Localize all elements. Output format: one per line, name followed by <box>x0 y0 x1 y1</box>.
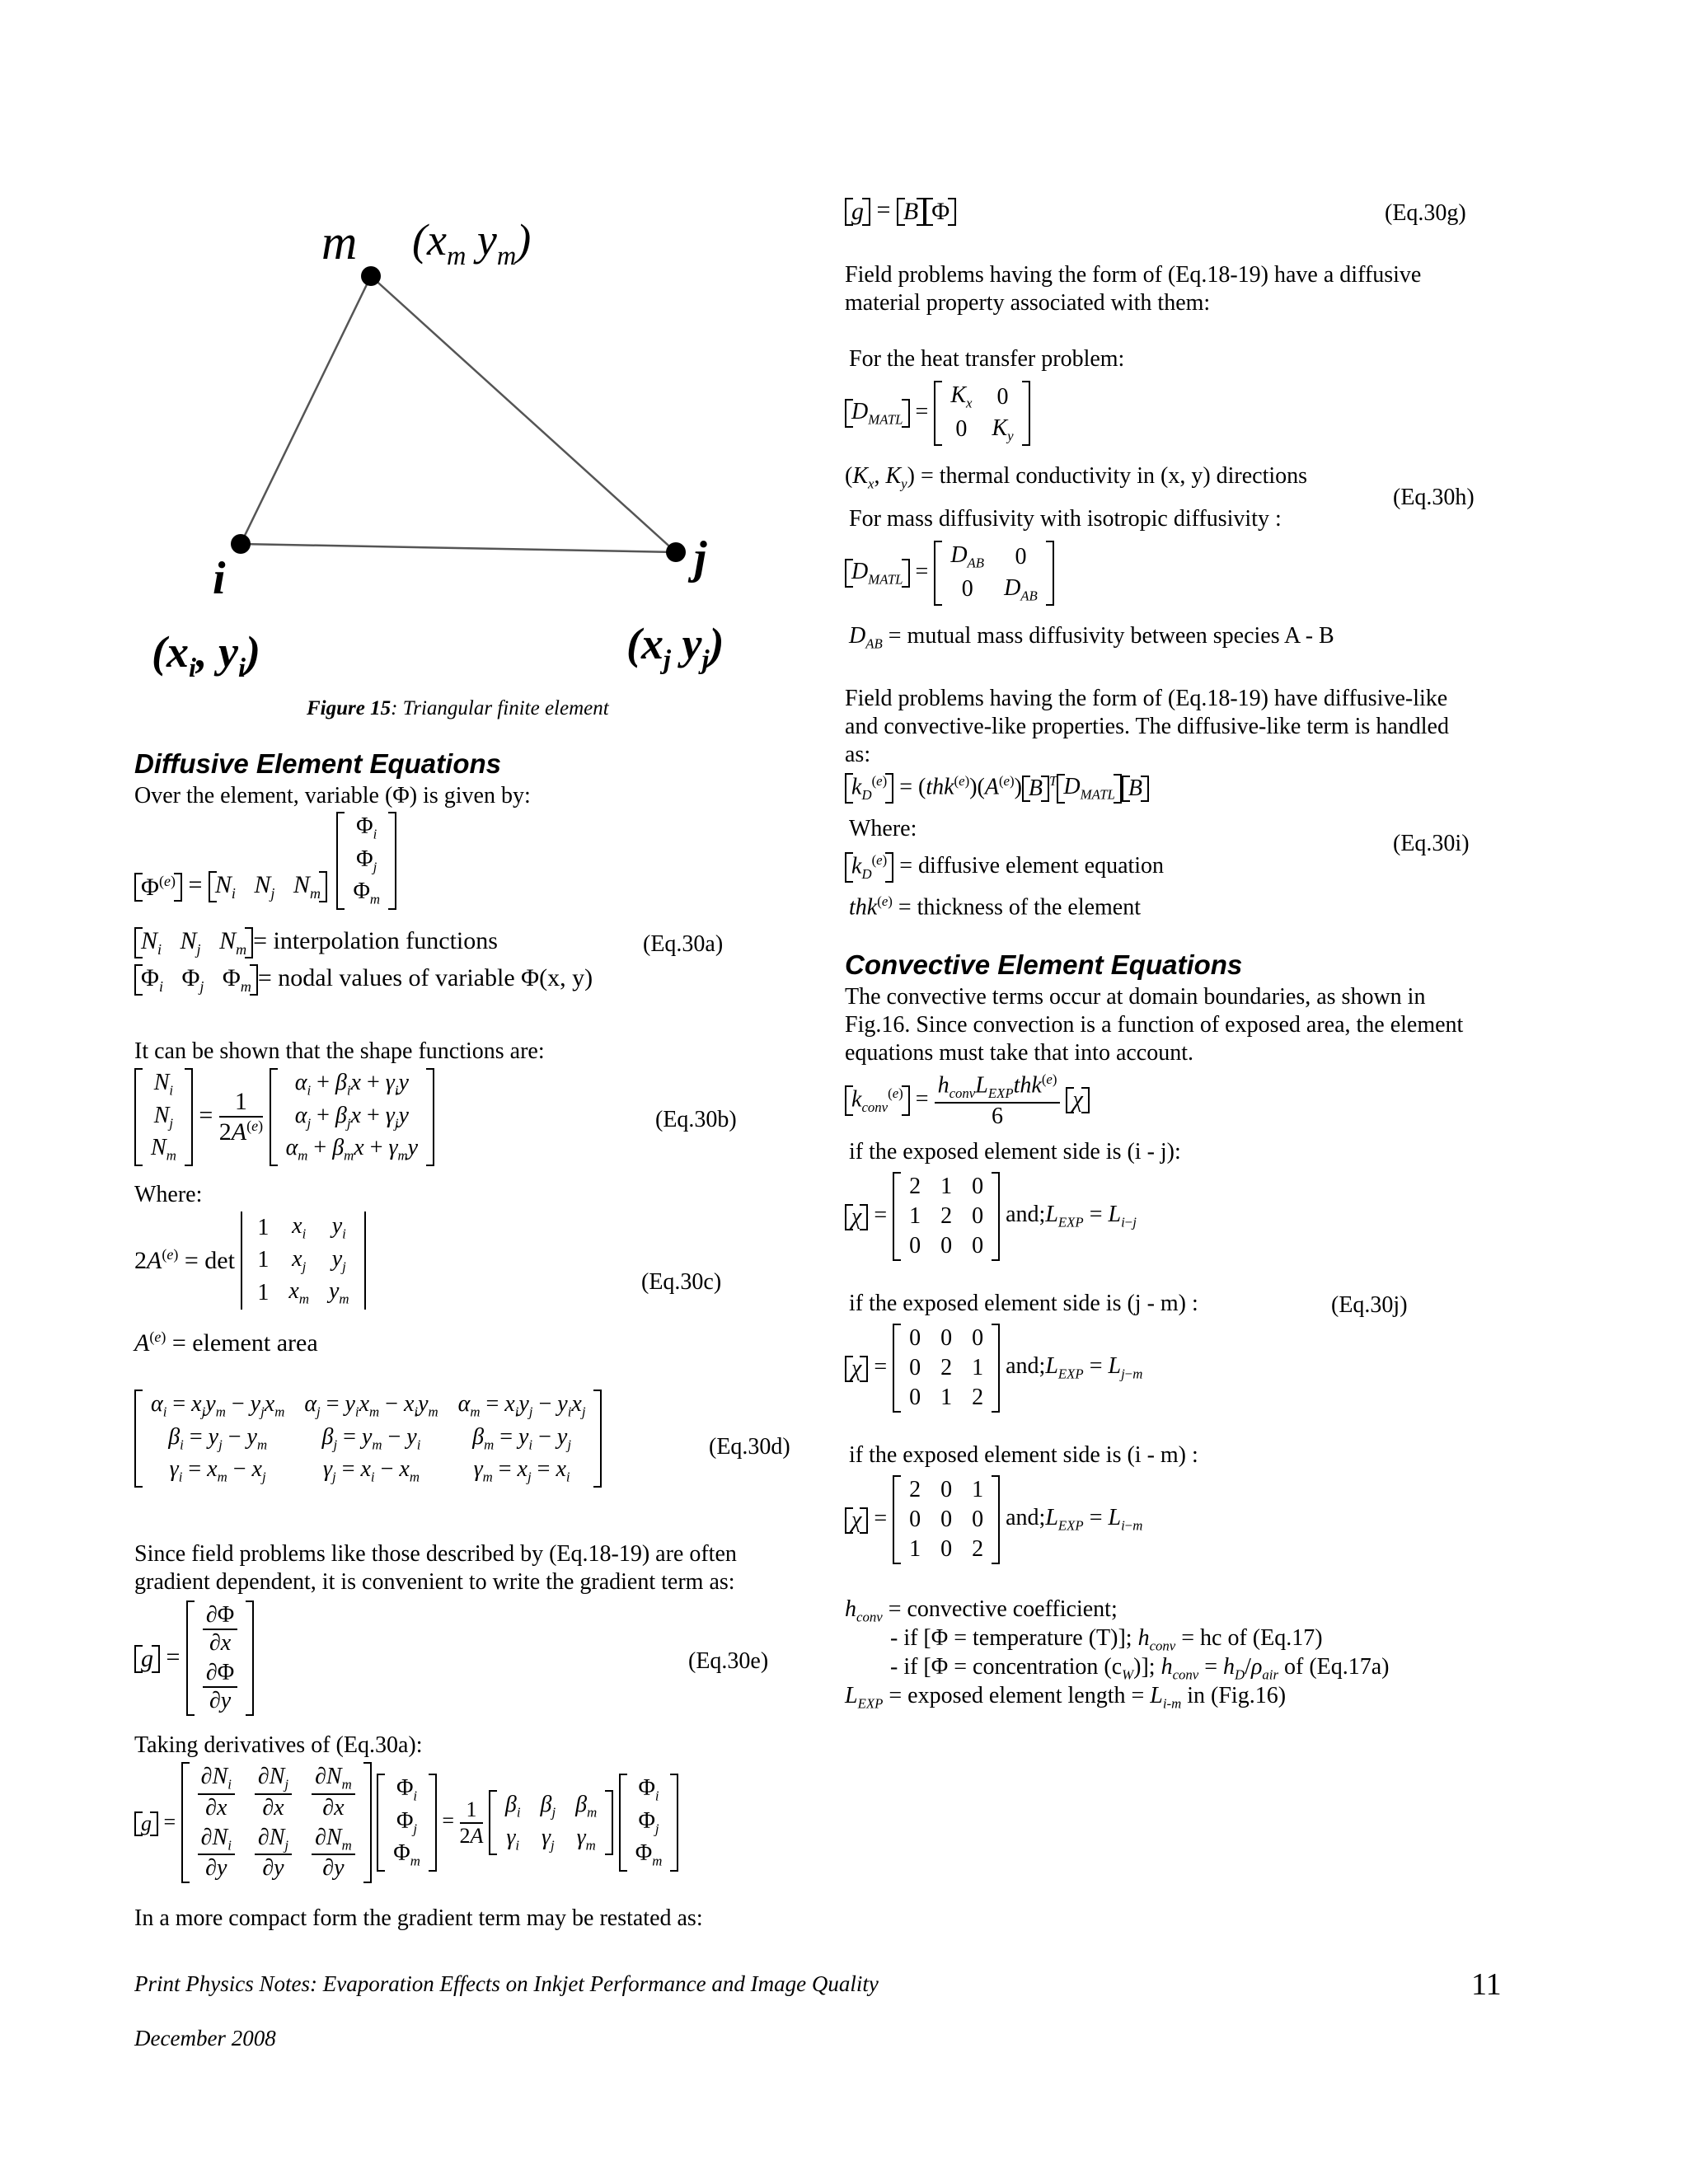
eq-dab: $D_{AB}$ = mutual mass diffusivity between species A - B <box>849 623 1334 652</box>
eq-coefficients: $\alpha_i = x_jy_m - y_jx_m$ $\alpha_j = y_ix_m - x_iy_m$ $\alpha_m = x_iy_j - y_ix_j$ $\beta_i = y_j - y_m$ $\beta_j = y_m - y_i$ $\beta_m = y_i - y_j$ $\gamma_i = x_m - x_j$ $\gamma_j = x_i - x_m$ $\gamma_m = x_j = x_i$ <box>134 1390 602 1488</box>
if-concentration: - if [Φ = concentration $(c_W)$]; $h_{conv} = h_D/\rho_{air}$ of (Eq.17a) <box>890 1654 1390 1683</box>
ce-para-1: The convective terms occur at domain boundaries, as shown in <box>845 984 1426 1010</box>
node-m-coord: ($x_m$ $y_m$) <box>412 215 532 271</box>
side-ij: if the exposed element side is (i - j): <box>849 1139 1181 1165</box>
eq-gradient: g = $\frac{\partial\Phi}{\partial x}$ $\frac{\partial\Phi}{\partial y}$ <box>134 1601 254 1716</box>
figure-caption: Figure 15: Triangular finite element <box>307 697 609 719</box>
footer-date: December 2008 <box>134 2026 276 2050</box>
page-number: 11 <box>1471 1967 1502 2002</box>
eq-phi-element: $\Phi^{(e)} = N_i$ $N_j$ $N_m$ $\Phi_i$ $\Phi_j$ $\Phi_m$ <box>134 812 396 910</box>
eq-dmatl-heat: $D_{MATL}$ = $K_x$ 0 0 $K_y$ <box>845 381 1030 446</box>
eq-determinant: $2A^{(e)} = \det$ 1 $x_i$ $y_i$ 1 $x_j$ $y_j$ 1 $x_m$ $y_m$ <box>134 1212 366 1310</box>
node-j-label: j <box>694 532 707 583</box>
intro-text: Over the element, variable (Φ) is given by: <box>134 783 531 808</box>
eq-area: $A^{(e)}$ = element area <box>134 1329 318 1357</box>
node-i-label: i <box>213 553 226 604</box>
eq-kd-def: $k_D^{(e)}$ = diffusive element equation <box>845 852 1164 883</box>
edge-m-j <box>371 276 676 552</box>
where-right: Where: <box>849 816 917 841</box>
eq30g-label: (Eq.30g) <box>1385 200 1466 226</box>
eq-chi-im: χ = 2 0 1 0 0 0 1 0 2 $and;L_{EXP} = L_{i-m}$ <box>845 1475 1142 1564</box>
eq30i-label: (Eq.30i) <box>1393 831 1470 856</box>
side-jm: if the exposed element side is (j - m) : <box>849 1291 1198 1316</box>
node-i-dot <box>231 534 251 554</box>
heading-diffusive: Diffusive Element Equations <box>134 748 501 779</box>
diff-para-1: Field problems having the form of (Eq.18-19) have a diffusive <box>845 262 1422 288</box>
hconv-line: $h_{conv}$ = convective coefficient; <box>845 1596 1118 1625</box>
eq30h-label: (Eq.30h) <box>1393 485 1475 510</box>
eq-thermal: ($K_x$, $K_y$) = thermal conductivity in (x, y) directions <box>845 463 1308 492</box>
ce-para-2: Fig.16. Since convection is a function of exposed area, the element <box>845 1012 1464 1038</box>
grad-para-2: gradient dependent, it is convenient to write the gradient term as: <box>134 1569 735 1595</box>
eq30a-label: (Eq.30a) <box>643 931 724 957</box>
edge-m-i <box>241 276 371 544</box>
eq30j-label: (Eq.30j) <box>1331 1292 1408 1318</box>
eq-gradient-derivatives: g = $\frac{\partial N_i}{\partial x}$ $\frac{\partial N_j}{\partial x}$ $\frac{\partial N_m}{\partial x}$ $\frac{\partial N_i}{\partial y}$ $\frac{\partial N_j}{\partial y}$ $\frac{\partial N_m}{\partial y}$ $\Phi_i$ $\Phi_j$ $\Phi_m$ = $\frac{1}{2A}$ $\beta_i$ $\beta_j$ $\beta_m$ $\gamma_i$ $\gamma_j$ $\gamma_m$ $\Phi_i$ $\Phi_j$ $\Phi_m$ <box>134 1762 678 1883</box>
eq30e-label: (Eq.30e) <box>688 1648 769 1674</box>
eq-chi-jm: χ = 0 0 0 0 2 1 0 1 2 $and;L_{EXP} = L_{j-m}$ <box>845 1324 1142 1413</box>
taking-derivatives: Taking derivatives of (Eq.30a): <box>134 1732 423 1758</box>
shape-intro: It can be shown that the shape functions are: <box>134 1038 545 1064</box>
node-i-coord: ($x_i$, $y_i$) <box>152 627 260 683</box>
heat-title: For the heat transfer problem: <box>849 346 1125 372</box>
eq30d-label: (Eq.30d) <box>709 1434 790 1460</box>
conv-para-1: Field problems having the form of (Eq.18-19) have diffusive-like <box>845 686 1448 711</box>
eq-chi-ij: χ = 2 1 0 1 2 0 0 0 0 $and;L_{EXP} = L_{i-j}$ <box>845 1172 1137 1261</box>
figure-triangular-element <box>140 214 767 725</box>
eq30c-label: (Eq.30c) <box>641 1269 722 1295</box>
node-j-coord: ($x_j$ $y_j$) <box>626 619 724 675</box>
node-j-dot <box>666 542 686 562</box>
heading-convective: Convective Element Equations <box>845 949 1243 980</box>
eq30b-label: (Eq.30b) <box>655 1107 737 1132</box>
node-m-dot <box>361 266 381 286</box>
conv-para-3: as: <box>845 742 871 767</box>
side-im: if the exposed element side is (i - m) : <box>849 1442 1198 1468</box>
eq-g-compact: g = B Φ <box>845 196 956 226</box>
eq-kconv: $k_{conv}^{(e)}$ = $\frac{h_{conv}L_{EXP}thk^{(e)}}{6}$ χ <box>845 1071 1090 1130</box>
eq-thk: thk$^{(e)}$ = thickness of the element <box>849 893 1142 921</box>
eq-dmatl-mass: $D_{MATL}$ = $D_{AB}$ 0 0 $D_{AB}$ <box>845 541 1054 606</box>
eq-interp: $N_i$ $N_j$ $N_m$ = interpolation functions <box>134 927 498 958</box>
diff-para-2: material property associated with them: <box>845 290 1211 316</box>
mass-title: For mass diffusivity with isotropic diffusivity : <box>849 506 1282 532</box>
eq-shape-functions: $N_i$ $N_j$ $N_m$ = $\frac{1}{2A^{(e)}}$ $\alpha_i + \beta_ix + \gamma_iy$ $\alpha_j + \beta_jx + \gamma_jy$ $\alpha_m + \beta_mx + \gamma_my$ <box>134 1068 434 1166</box>
if-temperature: - if [Φ = temperature (T)]; $h_{conv}$ = hc of (Eq.17) <box>890 1625 1323 1654</box>
node-m-label: m <box>321 215 358 269</box>
lexp-line: $L_{EXP}$ = exposed element length = $L_{i-m}$ in (Fig.16) <box>845 1683 1287 1712</box>
ce-para-3: equations must take that into account. <box>845 1040 1194 1066</box>
grad-para-1: Since field problems like those described by (Eq.18-19) are often <box>134 1541 737 1567</box>
compact-text: In a more compact form the gradient term may be restated as: <box>134 1905 703 1931</box>
where-left: Where: <box>134 1182 203 1207</box>
conv-para-2: and convective-like properties. The diffusive-like term is handled <box>845 714 1449 739</box>
eq-nodal: $\Phi_i$ $\Phi_j$ $\Phi_m$ = nodal values of variable Φ(x, y) <box>134 964 593 996</box>
edge-i-j <box>241 544 676 552</box>
eq-kd: $k_D^{(e)} = (thk^{(e)})(A^{(e)})$ B $^T$ $D_{MATL}$ B <box>845 773 1149 804</box>
footer-title: Print Physics Notes: Evaporation Effects on Inkjet Performance and Image Quality <box>134 1971 879 1996</box>
